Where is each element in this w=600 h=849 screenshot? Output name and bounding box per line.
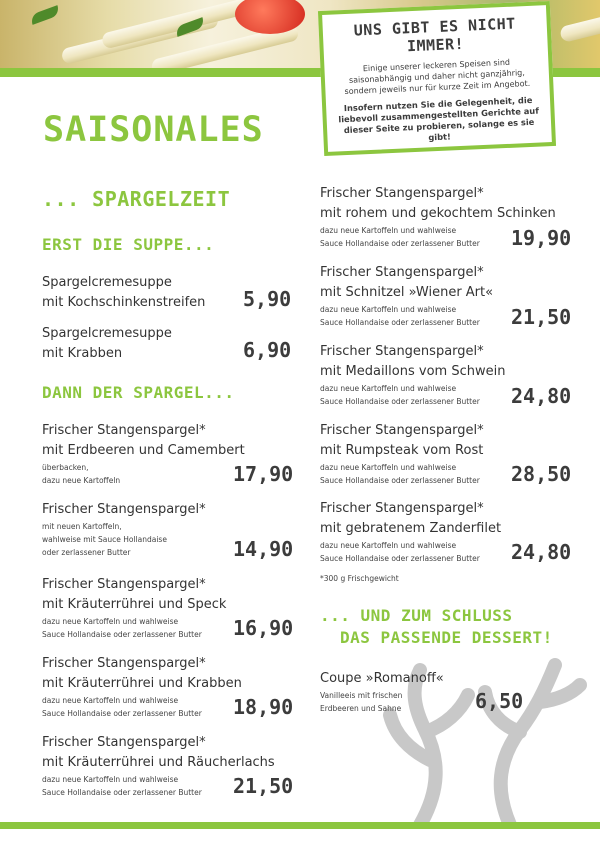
item-description: Vanilleeis mit frischen [320, 691, 403, 700]
item-price: 6,90 [243, 338, 292, 362]
item-description: Sauce Hollandaise oder zerlassener Butter [42, 709, 202, 718]
item-name: Frischer Stangenspargel* [320, 423, 484, 438]
item-price: 24,80 [511, 540, 572, 564]
weight-footnote: *300 g Frischgewicht [320, 574, 399, 583]
item-description: dazu neue Kartoffeln und wahlweise [320, 226, 457, 235]
asparagus-decoration [559, 13, 600, 43]
item-name: Frischer Stangenspargel* [320, 186, 484, 201]
menu-item [320, 421, 484, 487]
item-name: mit Rumpsteak vom Rost [320, 443, 484, 458]
menu-item [42, 273, 205, 313]
menu-item [42, 654, 242, 720]
item-description: dazu neue Kartoffeln und wahlweise [320, 541, 457, 550]
notice-text: Einige unserer leckeren Speisen sind saisonabhängig und daher nicht ganzjährig, sondern jeweils nur für kurze Zeit im Angebot. [344, 57, 531, 97]
section-heading-spargelzeit: ... SPARGELZEIT [42, 187, 231, 211]
item-description: Erdbeeren und Sahne [320, 704, 402, 713]
item-price: 19,90 [511, 226, 572, 250]
menu-item [320, 499, 501, 565]
section-heading-soup: ERST DIE SUPPE... [42, 235, 215, 254]
item-description: Sauce Hollandaise oder zerlassener Butter [42, 788, 202, 797]
footer-stripe [0, 822, 600, 829]
item-name: mit Krabben [42, 346, 123, 361]
item-name: Frischer Stangenspargel* [320, 344, 484, 359]
item-name: mit Kräuterrührei und Krabben [42, 676, 242, 691]
item-description: Sauce Hollandaise oder zerlassener Butter [42, 630, 202, 639]
seasonal-notice-box [318, 1, 556, 156]
section-heading-dessert-line2: DAS PASSENDE DESSERT! [340, 628, 553, 647]
menu-item [42, 500, 206, 559]
menu-item [320, 263, 493, 329]
item-description: Sauce Hollandaise oder zerlassener Butter [320, 318, 480, 327]
item-price: 14,90 [233, 537, 294, 561]
item-description: dazu neue Kartoffeln [42, 476, 121, 485]
item-price: 6,50 [475, 689, 524, 713]
item-name: Spargelcremesuppe [42, 275, 172, 290]
notice-title: UNS GIBT ES NICHT IMMER! [353, 14, 517, 56]
item-name: mit Schnitzel »Wiener Art« [320, 285, 494, 300]
item-description: Sauce Hollandaise oder zerlassener Butter [320, 397, 480, 406]
section-heading-asparagus: DANN DER SPARGEL... [42, 383, 235, 402]
item-description: mit neuen Kartoffeln, [42, 522, 122, 531]
item-name: Coupe »Romanoff« [320, 671, 444, 686]
item-description: dazu neue Kartoffeln und wahlweise [320, 384, 457, 393]
item-name: Frischer Stangenspargel* [42, 577, 206, 592]
antler-icon [380, 640, 590, 825]
page-title: SAISONALES [43, 110, 264, 150]
item-price: 18,90 [233, 695, 294, 719]
dessert-item [320, 669, 444, 715]
item-name: Frischer Stangenspargel* [42, 656, 206, 671]
item-description: dazu neue Kartoffeln und wahlweise [320, 463, 457, 472]
item-price: 21,50 [511, 305, 572, 329]
item-name: Frischer Stangenspargel* [42, 423, 206, 438]
item-description: Sauce Hollandaise oder zerlassener Butter [320, 554, 480, 563]
item-price: 28,50 [511, 462, 572, 486]
item-name: Spargelcremesuppe [42, 326, 172, 341]
item-description: dazu neue Kartoffeln und wahlweise [320, 305, 457, 314]
item-description: dazu neue Kartoffeln und wahlweise [42, 617, 179, 626]
item-name: Frischer Stangenspargel* [42, 502, 206, 517]
item-price: 21,50 [233, 774, 294, 798]
menu-item [320, 342, 505, 408]
section-heading-dessert-line1: ... UND ZUM SCHLUSS [320, 606, 513, 625]
item-description: dazu neue Kartoffeln und wahlweise [42, 696, 179, 705]
item-name: mit Medaillons vom Schwein [320, 364, 506, 379]
item-name: mit Kochschinkenstreifen [42, 295, 206, 310]
item-description: wahlweise mit Sauce Hollandaise [42, 535, 167, 544]
item-price: 24,80 [511, 384, 572, 408]
herb-decoration [29, 5, 61, 25]
item-name: mit Erdbeeren und Camembert [42, 443, 245, 458]
item-price: 5,90 [243, 287, 292, 311]
item-name: Frischer Stangenspargel* [320, 501, 484, 516]
item-description: Sauce Hollandaise oder zerlassener Butter [320, 476, 480, 485]
item-name: mit Kräuterrührei und Speck [42, 597, 227, 612]
menu-item [42, 575, 226, 641]
item-description: überbacken, [42, 463, 89, 472]
item-price: 17,90 [233, 462, 294, 486]
menu-item [42, 421, 245, 487]
item-description: dazu neue Kartoffeln und wahlweise [42, 775, 179, 784]
item-description: oder zerlassener Butter [42, 548, 131, 557]
item-name: mit rohem und gekochtem Schinken [320, 206, 556, 221]
item-name: mit gebratenem Zanderfilet [320, 521, 502, 536]
item-price: 16,90 [233, 616, 294, 640]
item-name: Frischer Stangenspargel* [320, 265, 484, 280]
item-name: mit Kräuterrührei und Räucherlachs [42, 755, 275, 770]
item-description: Sauce Hollandaise oder zerlassener Butter [320, 239, 480, 248]
notice-text-bold: Insofern nutzen Sie die Gelegenheit, die liebevoll zusammengestellten Gerichte auf dieser Seite zu probieren, solange es sie gibt! [338, 94, 540, 143]
item-name: Frischer Stangenspargel* [42, 735, 206, 750]
menu-item [42, 324, 172, 364]
